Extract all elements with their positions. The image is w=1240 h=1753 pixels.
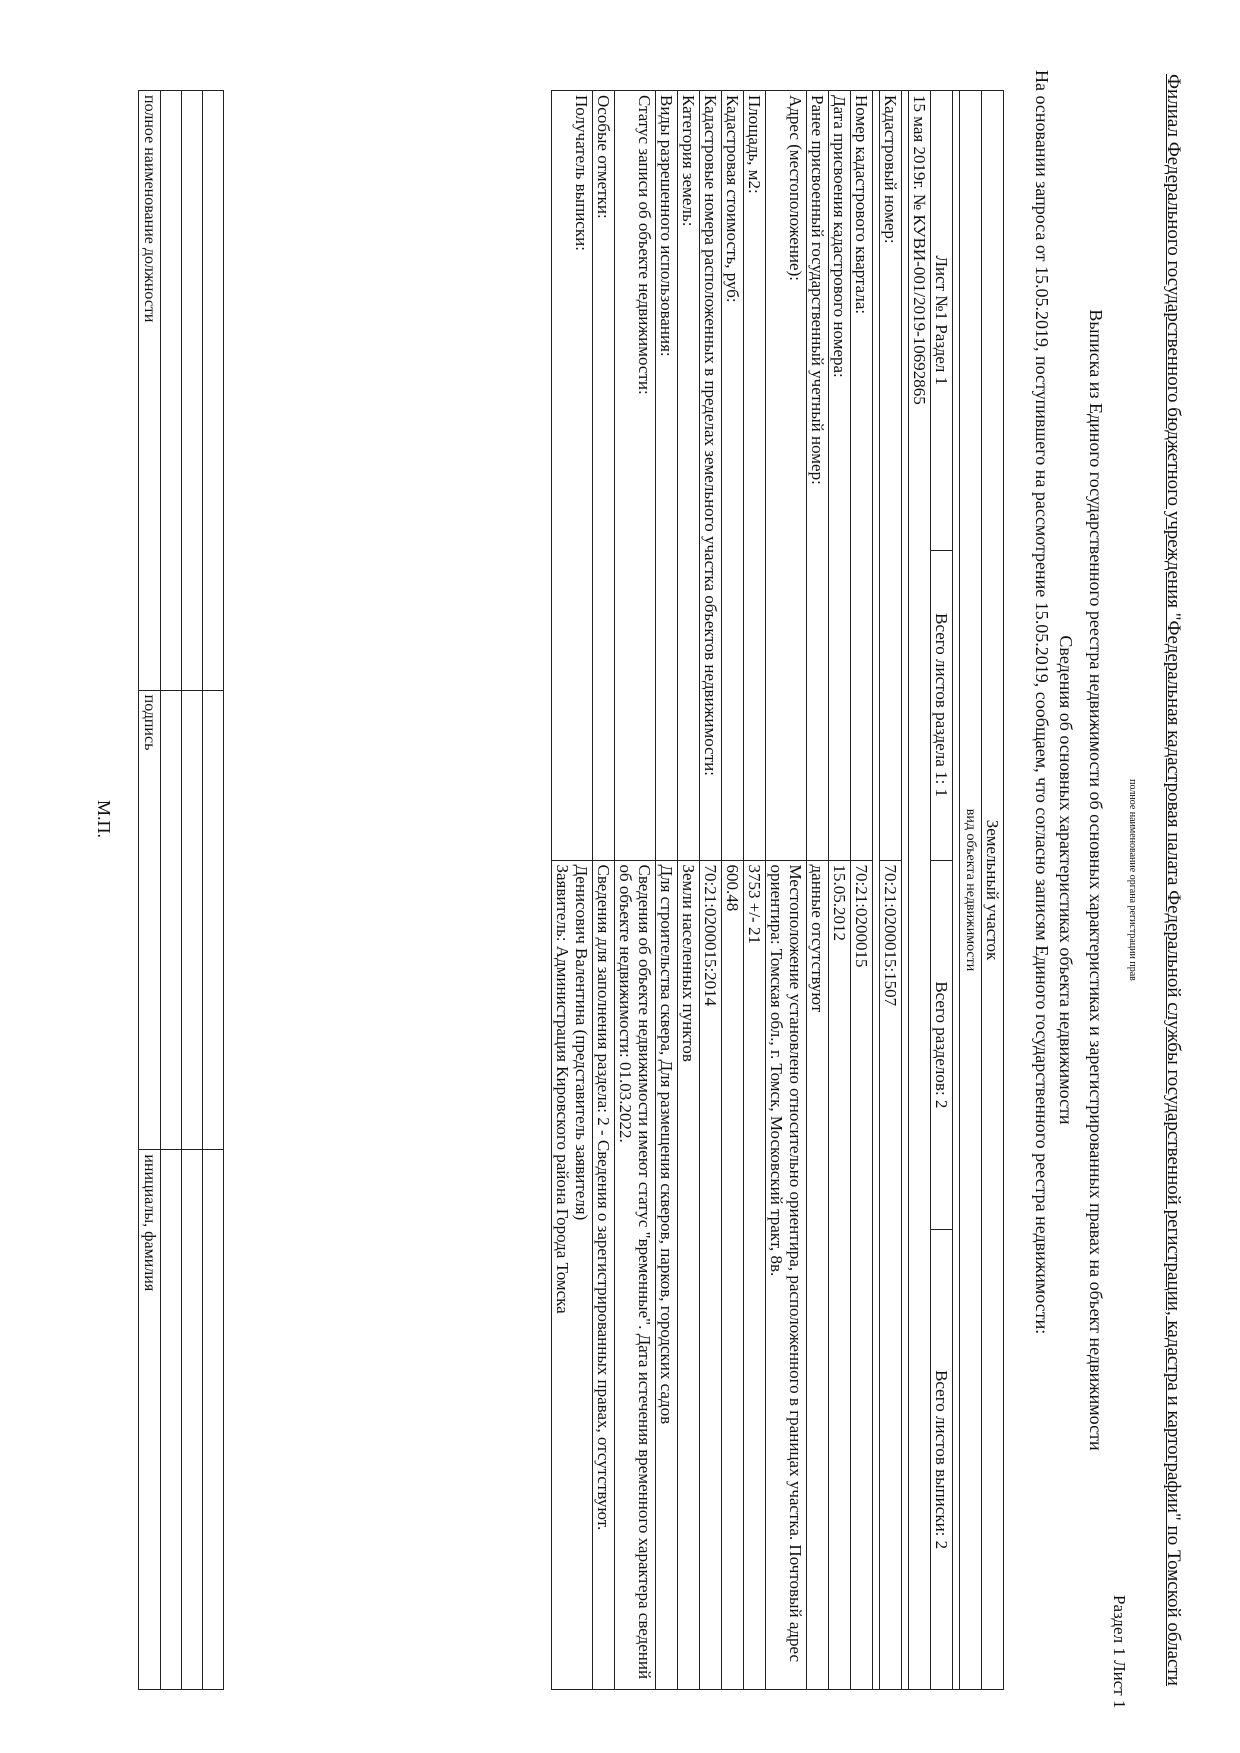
position-cell bbox=[182, 91, 203, 691]
field-value: данные отсутствуют bbox=[807, 860, 829, 1690]
table-row bbox=[656, 91, 678, 1690]
field-value: 15.05.2012 bbox=[829, 860, 851, 1690]
field-label: Получатель выписки: bbox=[552, 91, 593, 861]
name-cell bbox=[203, 1150, 224, 1690]
document-subtitle: Сведения об основных характеристиках объекта недвижимости bbox=[1056, 635, 1076, 1125]
spacer-row bbox=[902, 91, 909, 1690]
field-rows bbox=[552, 91, 873, 1690]
sheets-in-section: Всего листов раздела 1: 1 bbox=[931, 550, 953, 860]
spacer-row bbox=[953, 91, 960, 1690]
field-label: Ранее присвоенный государственный учетный номер: bbox=[807, 91, 829, 861]
field-label: Площадь, м2: bbox=[744, 91, 766, 861]
document-title: Выписка из Единого государственного реестра недвижимости об основных характеристиках и зарегистрированных правах на объект недвижимости bbox=[1086, 309, 1106, 1451]
object-type-caption: вид объекта недвижимости bbox=[960, 91, 982, 1690]
position-cell bbox=[161, 91, 182, 691]
field-value: 600.48 bbox=[722, 860, 744, 1690]
table-row bbox=[851, 91, 873, 1690]
field-label: Кадастровые номера расположенных в пределах земельного участка объектов недвижимости: bbox=[700, 91, 722, 861]
field-value: Денисович Валентина (представитель заявителя) Заявитель: Администрация Кировского района Города Томска bbox=[552, 860, 593, 1690]
signature-cell bbox=[203, 690, 224, 1150]
extract-reference: 15 мая 2019г. № КУВИ-001/2019-10692865 bbox=[909, 91, 931, 1690]
position-caption: полное наименование должности bbox=[139, 91, 161, 691]
sheets-total: Всего листов выписки: 2 bbox=[931, 1230, 953, 1690]
field-value: Сведения для заполнения раздела: 2 - Сведения о зарегистрированных правах, отсутствуют. bbox=[593, 860, 615, 1690]
sheet-number: Лист №1 Раздел 1 bbox=[931, 91, 953, 551]
signature-caption: подпись bbox=[139, 690, 161, 1150]
field-label: Кадастровая стоимость, руб: bbox=[722, 91, 744, 861]
table-row bbox=[722, 91, 744, 1690]
cadastral-number-value: 70:21:0200015:1507 bbox=[880, 860, 902, 1690]
table-row bbox=[700, 91, 722, 1690]
signature-table bbox=[138, 90, 224, 1690]
object-type: Земельный участок bbox=[982, 91, 1004, 1690]
field-label: Виды разрешенного использования: bbox=[656, 91, 678, 861]
table-row bbox=[807, 91, 829, 1690]
name-cell bbox=[161, 1150, 182, 1690]
table-row bbox=[829, 91, 851, 1690]
organization-caption: полное наименование органа регистрации прав bbox=[1127, 779, 1138, 981]
organization-name: Филиал Федерального государственного бюджетного учреждения "Федеральная кадастровая палата Федеральной службы государственной регистрации, кадастра и картографии" по Томской области bbox=[1163, 74, 1184, 1686]
intro-text: На основании запроса от 15.05.2019, поступившего на рассмотрение 15.05.2019, сообщаем, что согласно записям Единого государственного реестра недвижимости: bbox=[1032, 70, 1052, 1335]
field-label: Дата присвоения кадастрового номера: bbox=[829, 91, 851, 861]
stamp-place: М.П. bbox=[94, 800, 114, 839]
name-caption: инициалы, фамилия bbox=[139, 1150, 161, 1690]
section-mark: Раздел 1 Лист 1 bbox=[1110, 1595, 1129, 1709]
field-value: Сведения об объекте недвижимости имеют статус "временные". Дата истечения временного характера сведений об объекте недвижимости: 01.03.2022. bbox=[615, 860, 656, 1690]
sections-total: Всего разделов: 2 bbox=[931, 860, 953, 1230]
document-page bbox=[94, 40, 1184, 1720]
field-label: Адрес (местоположение): bbox=[766, 91, 807, 861]
cadastral-number-label: Кадастровый номер: bbox=[880, 91, 902, 861]
signature-cell bbox=[161, 690, 182, 1150]
name-cell bbox=[182, 1150, 203, 1690]
field-value: Земли населенных пунктов bbox=[678, 860, 700, 1690]
field-value: Местоположение установлено относительно ориентира, расположенного в границах участка. Почтовый адрес ориентира: Томская обл., г. Томск, Московский тракт, 8в. bbox=[766, 860, 807, 1690]
field-value: 70:21:0200015 bbox=[851, 860, 873, 1690]
field-label: Категория земель: bbox=[678, 91, 700, 861]
field-label: Статус записи об объекте недвижимости: bbox=[615, 91, 656, 861]
field-value: Для строительства сквера, Для размещения скверов, парков, городских садов bbox=[656, 860, 678, 1690]
table-row bbox=[678, 91, 700, 1690]
field-value: 70:21:0200015:2014 bbox=[700, 860, 722, 1690]
signature-cell bbox=[182, 690, 203, 1150]
table-row bbox=[615, 91, 656, 1690]
table-row bbox=[766, 91, 807, 1690]
table-row bbox=[744, 91, 766, 1690]
field-label: Номер кадастрового квартала: bbox=[851, 91, 873, 861]
spacer-row bbox=[873, 91, 880, 1690]
field-value: 3753 +/- 21 bbox=[744, 860, 766, 1690]
table-row bbox=[552, 91, 593, 1690]
field-label: Особые отметки: bbox=[593, 91, 615, 861]
position-cell bbox=[203, 91, 224, 691]
table-row bbox=[593, 91, 615, 1690]
characteristics-table bbox=[551, 90, 1004, 1690]
